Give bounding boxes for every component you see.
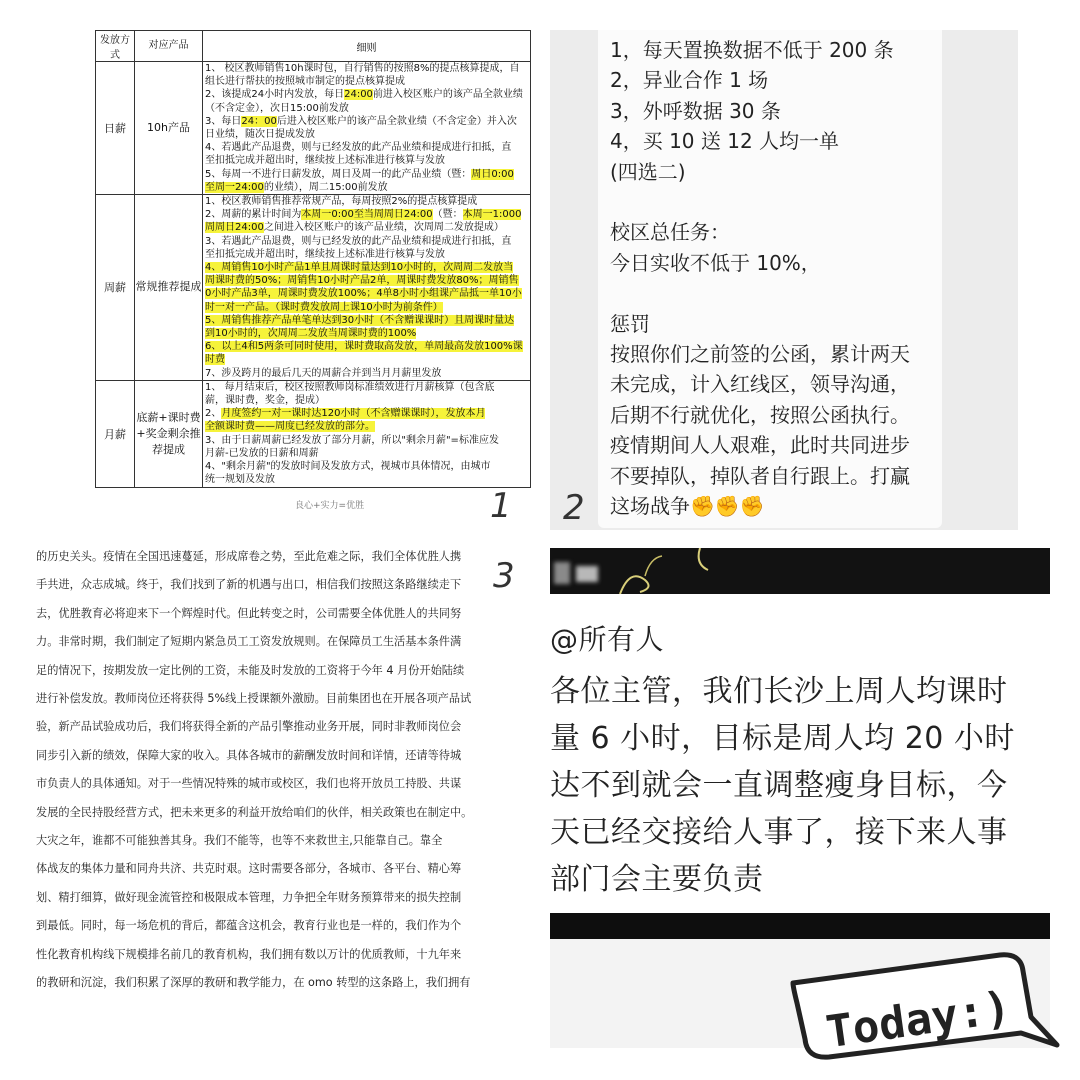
rule-line xyxy=(205,367,530,380)
today-speech-bubble-sticker xyxy=(785,935,1065,1063)
rule-text: 后进入校区账户的该产品全款业绩（不含定金）并入次 xyxy=(276,115,517,127)
rule-text: 4、"剩余月薪"的发放时间及发放方式，视城市具体情况，由城市 xyxy=(205,461,491,473)
document-text-line: 大灾之年，谁都不可能独善其身。我们不能等，也等不来救世主,只能靠自己。靠全 xyxy=(36,834,443,847)
chat-text-line: 校区总任务： xyxy=(610,220,730,245)
rule-text: （不含定金），次日15:00前发放 xyxy=(205,102,349,114)
rule-line xyxy=(205,287,530,300)
highlighted-text: 到10小时的，次周周二发放当周课时费的100% xyxy=(205,328,417,340)
rule-text: 1、校区教师销售推荐常规产品，每周按照2%的提点核算提成 xyxy=(205,196,478,208)
rule-text: 3、由于日薪周薪已经发放了部分月薪，所以"剩余月薪"=标准应发 xyxy=(205,434,499,446)
highlighted-text: 0小时产品3单，周课时费发放100%；4单8小时小组课产品抵一单10小 xyxy=(205,288,522,300)
rule-line xyxy=(205,261,530,274)
salary-policy-table-panel xyxy=(95,30,531,510)
chat-text-line: 未完成，计入红线区，领导沟通， xyxy=(610,372,910,397)
panel-number: 3 xyxy=(493,556,515,596)
rule-line xyxy=(205,128,530,141)
panel-number: 1 xyxy=(490,486,512,526)
highlighted-text: 本周一1:000 xyxy=(462,209,522,221)
rule-text: 薪，课时费，奖金，提成） xyxy=(205,395,325,407)
rule-text: 1、 每月结束后，校区按照教师岗标准绩效进行月薪核算（包含底 xyxy=(205,381,495,393)
table-header-cell: 细则 xyxy=(203,31,531,62)
rule-line xyxy=(205,434,530,447)
rule-text: 5、每周一不进行日薪发放，周日及周一的此产品业绩（暨： xyxy=(205,168,472,180)
rule-text: 月薪-已发放的日薪和周薪 xyxy=(205,447,319,459)
rules-cell xyxy=(203,62,531,195)
pay-type-cell: 日薪 xyxy=(96,62,135,195)
chat-text-line: 这场战争✊✊✊ xyxy=(610,494,765,518)
highlighted-text: 全额课时费——周度已经发放的部分。 xyxy=(205,421,375,433)
pay-type-cell: 月薪 xyxy=(96,380,135,487)
rule-line xyxy=(205,407,530,420)
chat-text-line: 3，外呼数据 30 条 xyxy=(610,98,781,123)
product-cell: 底薪+课时费+奖金剩余推荐提成 xyxy=(135,380,203,487)
table-header-row xyxy=(96,31,531,62)
rule-text: 2、该提成24小时内发放，每日 xyxy=(205,89,345,101)
rule-text: 2、 xyxy=(205,408,222,420)
table-row xyxy=(96,195,531,381)
highlighted-text: 本周一0:00至当周周日24:00 xyxy=(301,209,433,221)
chat-text-line: 今日实收不低于 10%， xyxy=(610,250,821,275)
rule-line xyxy=(205,154,530,167)
rule-line xyxy=(205,381,530,394)
document-text-line: 性化教育机构线下规模排名前几的教育机构，我们拥有数以万计的优质教师，十九年来 xyxy=(36,947,462,961)
highlighted-text: 周日0:00 xyxy=(471,168,514,180)
document-text-line: 手共进，众志成城。终于，我们找到了新的机遇与出口，相信我们按照这条路继续走下 xyxy=(36,578,462,592)
table-row xyxy=(96,380,531,487)
highlighted-text: 月度签约一对一课时达120小时（不含赠课课时），发放本月 xyxy=(221,408,486,420)
rule-text: 2、周薪的累计时间为 xyxy=(205,209,302,221)
chat-text-line: 疫情期间人人艰难，此时共同进步 xyxy=(610,433,910,458)
chat-text-line: 4，买 10 送 12 人均一单 xyxy=(610,129,840,154)
announcement-text-line: 量 6 小时，目标是周人均 20 小时 xyxy=(550,721,1015,756)
chat-text-line: (四选二) xyxy=(610,159,686,184)
rule-line xyxy=(205,208,530,221)
highlighted-text: 周周日24:00 xyxy=(205,222,264,234)
chat-message-panel xyxy=(550,30,1018,530)
product-cell: 常规推荐提成 xyxy=(135,195,203,381)
highlighted-text: 时费 xyxy=(205,354,225,366)
document-text-line: 进行补偿发放。教师岗位还将获得 5%线上授课额外激励。目前集团也在开展各项产品试 xyxy=(36,692,472,705)
document-text-line: 市负责人的具体通知。对于一些情况特殊的城市或校区，我们也将开放员工持股、共谋 xyxy=(36,777,462,791)
rule-text: 7、涉及跨月的最后几天的周薪合并到当月月薪里发放 xyxy=(205,367,442,379)
rule-line xyxy=(205,274,530,287)
document-text-line: 体战友的集体力量和同舟共济、共克时艰。这时需要各部分，各城市、各平台、精心筹 xyxy=(36,862,462,876)
chat-text-line: 1，每天置换数据不低于 200 条 xyxy=(610,38,894,62)
rule-line xyxy=(205,75,530,88)
document-text-line: 的历史关头。疫情在全国迅速蔓延，形成席卷之势，至此危难之际，我们全体优胜人携 xyxy=(36,550,462,563)
pay-type-cell: 周薪 xyxy=(96,195,135,381)
table-header-cell: 对应产品 xyxy=(135,31,203,62)
rules-cell xyxy=(203,195,531,381)
document-text-line: 划、精打细算，做好现金流管控和极限成本管理，力争把全年财务预算带来的损失控制 xyxy=(36,890,462,904)
rules-cell xyxy=(203,380,531,487)
rule-line xyxy=(205,62,530,75)
rule-text: 之间进入校区账户的该产品业绩，次周周二发放提成） xyxy=(263,222,504,234)
chat-text-line: 惩罚 xyxy=(610,311,650,336)
rule-text: 日业绩，随次日提成发放 xyxy=(205,129,315,141)
rule-line xyxy=(205,235,530,248)
mention-all: @所有人 xyxy=(550,623,665,656)
announcement-text-line: 达不到就会一直调整瘦身目标，今 xyxy=(550,768,1008,803)
today-label: Today:) xyxy=(823,981,1014,1059)
highlighted-text: 5、周销售推荐产品单笔单达到30小时（不含赠课课时）且周课时量达 xyxy=(205,314,515,326)
rule-line xyxy=(205,88,530,101)
rule-line xyxy=(205,314,530,327)
chat-text-line: 后期不行就优化，按照公函执行。 xyxy=(610,402,910,427)
rule-text: 4、若遇此产品退费，则与已经发放的此产品业绩和提成进行扣抵，直 xyxy=(205,142,512,154)
rule-line xyxy=(205,141,530,154)
rule-line xyxy=(205,394,530,407)
document-text-line: 到最低。同时，每一场危机的背后，都蕴含这机会，教育行业也是一样的，我们作为个 xyxy=(36,919,462,933)
highlighted-text: 周课时费的50%；周销售10小时产品2单，周课时费发放80%；周销售 xyxy=(205,275,519,287)
table-header-cell: 发放方式 xyxy=(96,31,135,62)
chat-text-line: 按照你们之前签的公函，累计两天 xyxy=(610,342,910,366)
rule-text: 3、每日 xyxy=(205,115,242,127)
rule-line xyxy=(205,353,530,366)
document-text-line: 去，优胜教育必将迎来下一个辉煌时代。但此转变之时，公司需要全体优胜人的共同努 xyxy=(36,606,462,620)
rule-line xyxy=(205,115,530,128)
document-text-panel xyxy=(36,548,486,1048)
document-text-line: 同步引入新的绩效，保障大家的收入。具体各城市的薪酬发放时间和详情，还请等待城 xyxy=(36,748,462,762)
salary-policy-table xyxy=(95,30,531,488)
chat-text-line: 不要掉队，掉队者自行跟上。打赢 xyxy=(610,463,910,488)
rule-text: 统一规划及发放 xyxy=(205,474,275,486)
rule-text: 组长进行帮扶的按照城市制定的提点核算提成 xyxy=(205,76,405,88)
rule-line xyxy=(205,420,530,433)
sparkle-decoration-icon xyxy=(550,548,1050,594)
table-row xyxy=(96,62,531,195)
rule-line xyxy=(205,460,530,473)
rule-line xyxy=(205,181,530,194)
document-text-line: 足的情况下，按期发放一定比例的工资，未能及时发放的工资将于今年 4 月份开始陆续 xyxy=(36,663,465,677)
rule-line xyxy=(205,102,530,115)
document-text-line: 的教研和沉淀，我们积累了深厚的教研和教学能力，在 omo 转型的这条路上，我们拥有 xyxy=(36,976,471,989)
announcement-text-line: 各位主管，我们长沙上周人均课时 xyxy=(550,674,1008,709)
rule-text: 前进入校区账户的该产品全款业绩 xyxy=(372,89,523,101)
document-text-line: 力。非常时期，我们制定了短期内紧急员工工资发放规则。在保障员工生活基本条件满 xyxy=(36,635,462,649)
highlighted-text: 时一对一产品。（课时费发放周上课10小时为前条件） xyxy=(205,301,443,313)
dark-image-strip xyxy=(550,548,1050,594)
rule-line xyxy=(205,327,530,340)
rule-line xyxy=(205,301,530,314)
rule-text: （暨： xyxy=(432,209,463,221)
chat-text-line: 2，异业合作 1 场 xyxy=(610,68,769,93)
highlighted-text: 24:00 xyxy=(344,89,373,101)
rule-line xyxy=(205,340,530,353)
document-text-line: 发展的全民持股经营方式，把未来更多的利益开放给咱们的伙伴，相关政策也在制定中。 xyxy=(36,805,473,819)
document-text-line: 验，新产品试验成功后，我们将获得全新的产品引擎推动业务开展，同时非教师岗位会 xyxy=(36,720,462,734)
rule-text: 1、 校区教师销售10h课时包，自行销售的按照8%的提点核算提成，自 xyxy=(205,63,520,74)
rule-line xyxy=(205,195,530,208)
highlighted-text: 24：00 xyxy=(241,115,277,127)
rule-text: 至扣抵完成并超出时，继续按上述标准进行核算与发放 xyxy=(205,248,445,260)
rule-line xyxy=(205,473,530,486)
panel-number: 2 xyxy=(563,488,585,528)
highlighted-text: 6、以上4和5两条可同时使用，课时费取高发放，单周最高发放100%课 xyxy=(205,341,523,353)
rule-line xyxy=(205,447,530,460)
product-cell: 10h产品 xyxy=(135,62,203,195)
rule-text: 3、若遇此产品退费，则与已经发放的此产品业绩和提成进行扣抵，直 xyxy=(205,235,512,247)
rule-line xyxy=(205,221,530,234)
announcement-text-line: 天已经交接给人事了，接下来人事 xyxy=(550,815,1008,850)
highlighted-text: 4、周销售10小时产品1单且周课时量达到10小时的，次周周二发放当 xyxy=(205,262,514,274)
rule-text: 的业绩），周二15:00前发放 xyxy=(263,181,388,193)
rule-line xyxy=(205,168,530,181)
table-footer-slogan: 良心+实力=优胜 xyxy=(295,501,365,510)
announcement-text-line: 部门会主要负责 xyxy=(550,862,764,897)
rule-text: 至扣抵完成并超出时，继续按上述标准进行核算与发放 xyxy=(205,155,445,167)
highlighted-text: 至周一24:00 xyxy=(205,181,264,193)
rule-line xyxy=(205,248,530,261)
